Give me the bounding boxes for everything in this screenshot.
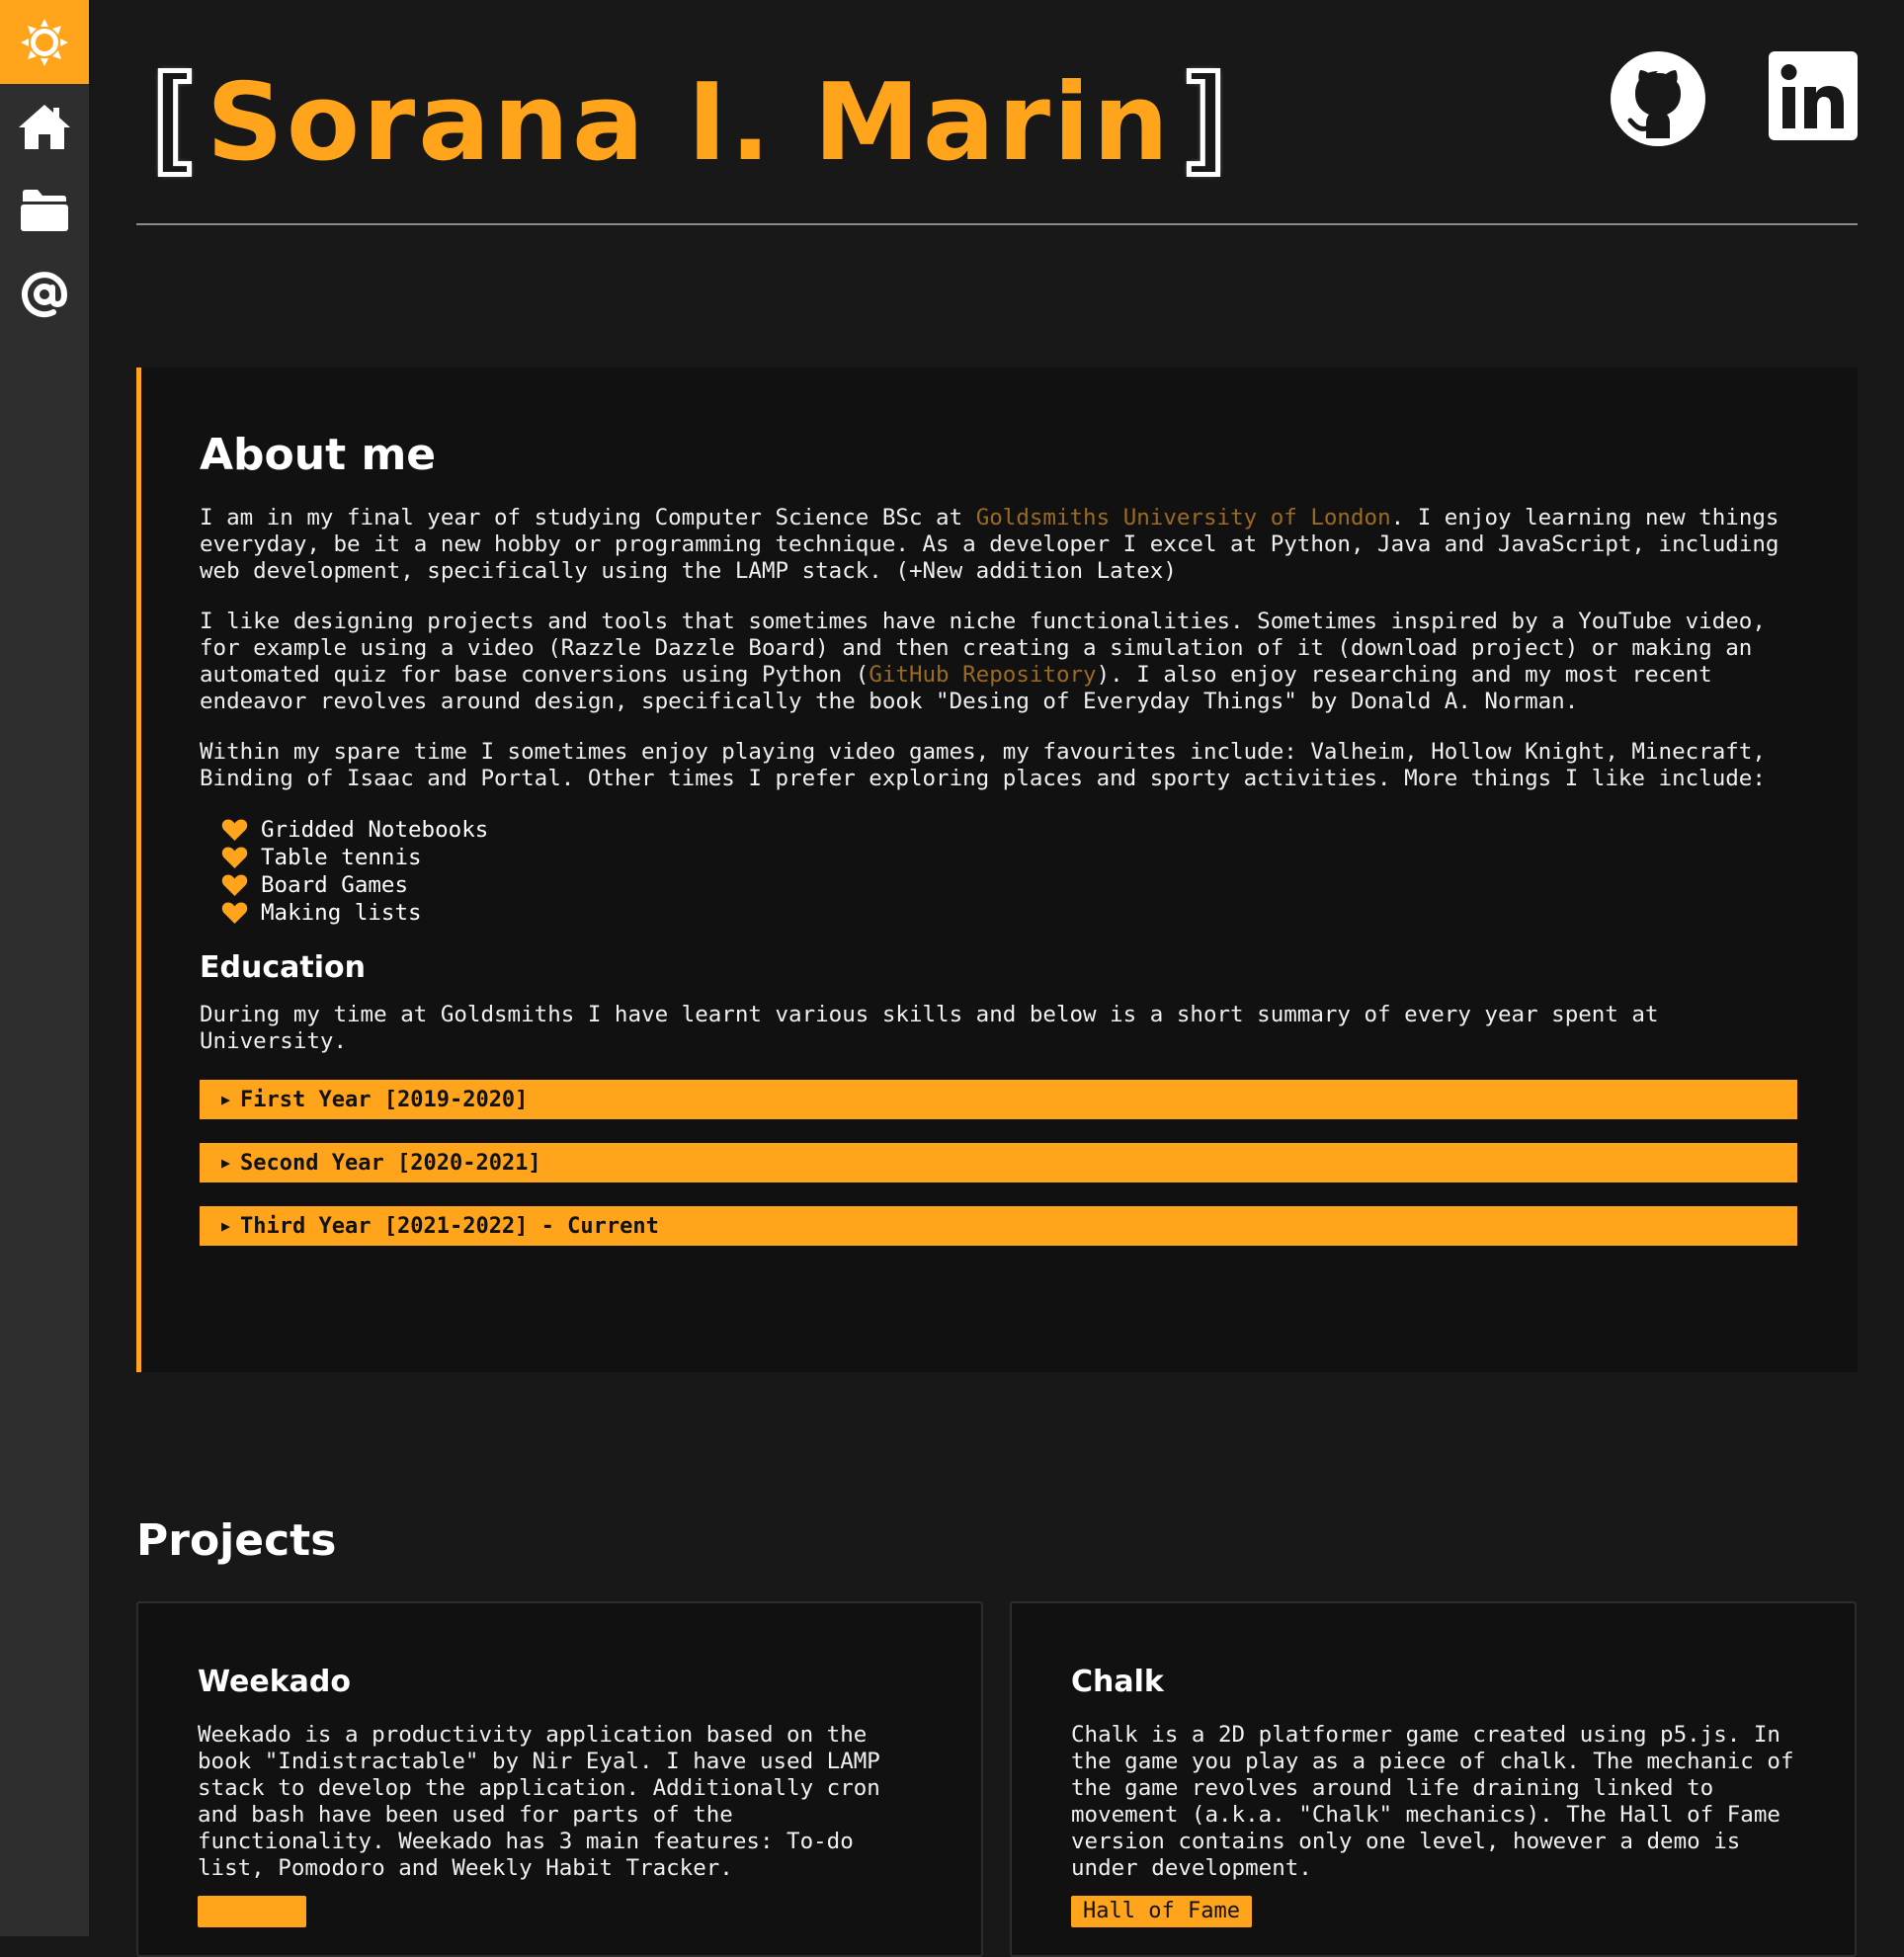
owner-name: Sorana I. Marin [207,61,1172,185]
project-card-chalk [1010,1601,1857,1957]
linkedin-icon [1767,49,1865,148]
like-label: Board Games [261,872,409,898]
projects-title: Projects [136,1515,337,1566]
heart-icon [221,818,248,842]
about-paragraph-3: Within my spare time I sometimes enjoy playing video games, my favourites include: Valheim, Hollow Knight, Minecraft, Binding of Isaac and Portal. Other times I prefer exploring places and sporty activities. More things I like include: [200,739,1766,791]
about-p1-text-after: . I enjoy learning new things everyday, be it a new hobby or programming technique. As a developer I excel at Python, Java and JavaScript, including web development, specifically using the LAMP stack. (+New addition Latex) [200,505,1780,584]
github-icon [1609,49,1707,148]
hall-of-fame-tag[interactable]: Hall of Fame [1071,1896,1252,1927]
sun-icon [19,17,70,68]
year-label: Third Year [2021-2022] - Current [240,1214,659,1239]
about-p2-text-after: ). I also enjoy researching and my most recent endeavor revolves around design, specifically the book "Desing of Everyday Things" by Donald A. Norman. [200,662,1712,714]
bracket-close: ] [1171,50,1242,187]
sidebar [0,0,89,1936]
like-label: Table tennis [261,845,422,870]
about-section [136,367,1858,1372]
project-tag[interactable] [198,1896,306,1927]
project-description: Weekado is a productivity application based on the book "Indistractable" by Nir Eyal. I have used LAMP stack to develop the application. Additionally cron and bash have been used for parts of the functionality. Weekado has 3 main features: To-do list, Pomodoro and Weekly Habit Tracker. [198,1722,880,1881]
education-intro: During my time at Goldsmiths I have learnt various skills and below is a short summary of every year spent at University. [200,1002,1659,1054]
project-description: Chalk is a 2D platformer game created using p5.js. In the game you play as a piece of chalk. The mechanic of the game revolves around life draining linked to movement (a.k.a. "Chalk" mechanics). The Hall of Fame version contains only one level, however a demo is under development. [1071,1722,1794,1881]
page-header [136,0,1858,225]
folder-icon [20,189,69,232]
year-toggle-second[interactable] [200,1143,1797,1182]
site-title [136,49,1242,193]
home-nav-button[interactable] [0,84,89,168]
project-title: Chalk [1071,1665,1164,1699]
project-card-weekado [136,1601,983,1957]
triangle-right-icon: ▶ [221,1217,231,1235]
github-repository-link[interactable]: GitHub Repository [869,662,1097,688]
about-p2-text-before: I like designing projects and tools that sometimes have niche functionalities. Sometimes inspired by a YouTube video, for example using a video (Razzle Dazzle Board) and then creating a simulation of it (download project) or making an automated quiz for base conversions using Python ( [200,609,1766,688]
project-title: Weekado [198,1665,351,1699]
like-label: Gridded Notebooks [261,817,489,843]
list-item [221,816,1798,844]
year-toggle-first[interactable] [200,1080,1797,1119]
heart-icon [221,901,248,925]
list-item [221,844,1798,871]
year-label: First Year [2019-2020] [240,1088,529,1112]
home-icon [17,102,72,151]
at-icon [20,270,69,319]
goldsmiths-link[interactable]: Goldsmiths University of London [975,505,1391,530]
triangle-right-icon: ▶ [221,1091,231,1108]
github-link[interactable] [1609,49,1707,148]
year-toggle-third[interactable] [200,1206,1797,1246]
linkedin-link[interactable] [1767,49,1865,148]
likes-list [200,816,1798,927]
theme-toggle-button[interactable] [0,0,89,84]
about-paragraph-2 [200,609,1798,715]
bracket-open: [ [136,50,207,187]
about-paragraph-1 [200,505,1798,585]
about-p1-text-before: I am in my final year of studying Computer Science BSc at [200,505,976,530]
triangle-right-icon: ▶ [221,1154,231,1172]
heart-icon [221,846,248,869]
list-item [221,899,1798,927]
about-title: About me [200,430,437,480]
year-label: Second Year [2020-2021] [240,1151,541,1176]
list-item [221,871,1798,899]
projects-nav-button[interactable] [0,168,89,252]
heart-icon [221,873,248,897]
contact-nav-button[interactable] [0,252,89,336]
like-label: Making lists [261,900,422,926]
education-title: Education [200,950,366,985]
